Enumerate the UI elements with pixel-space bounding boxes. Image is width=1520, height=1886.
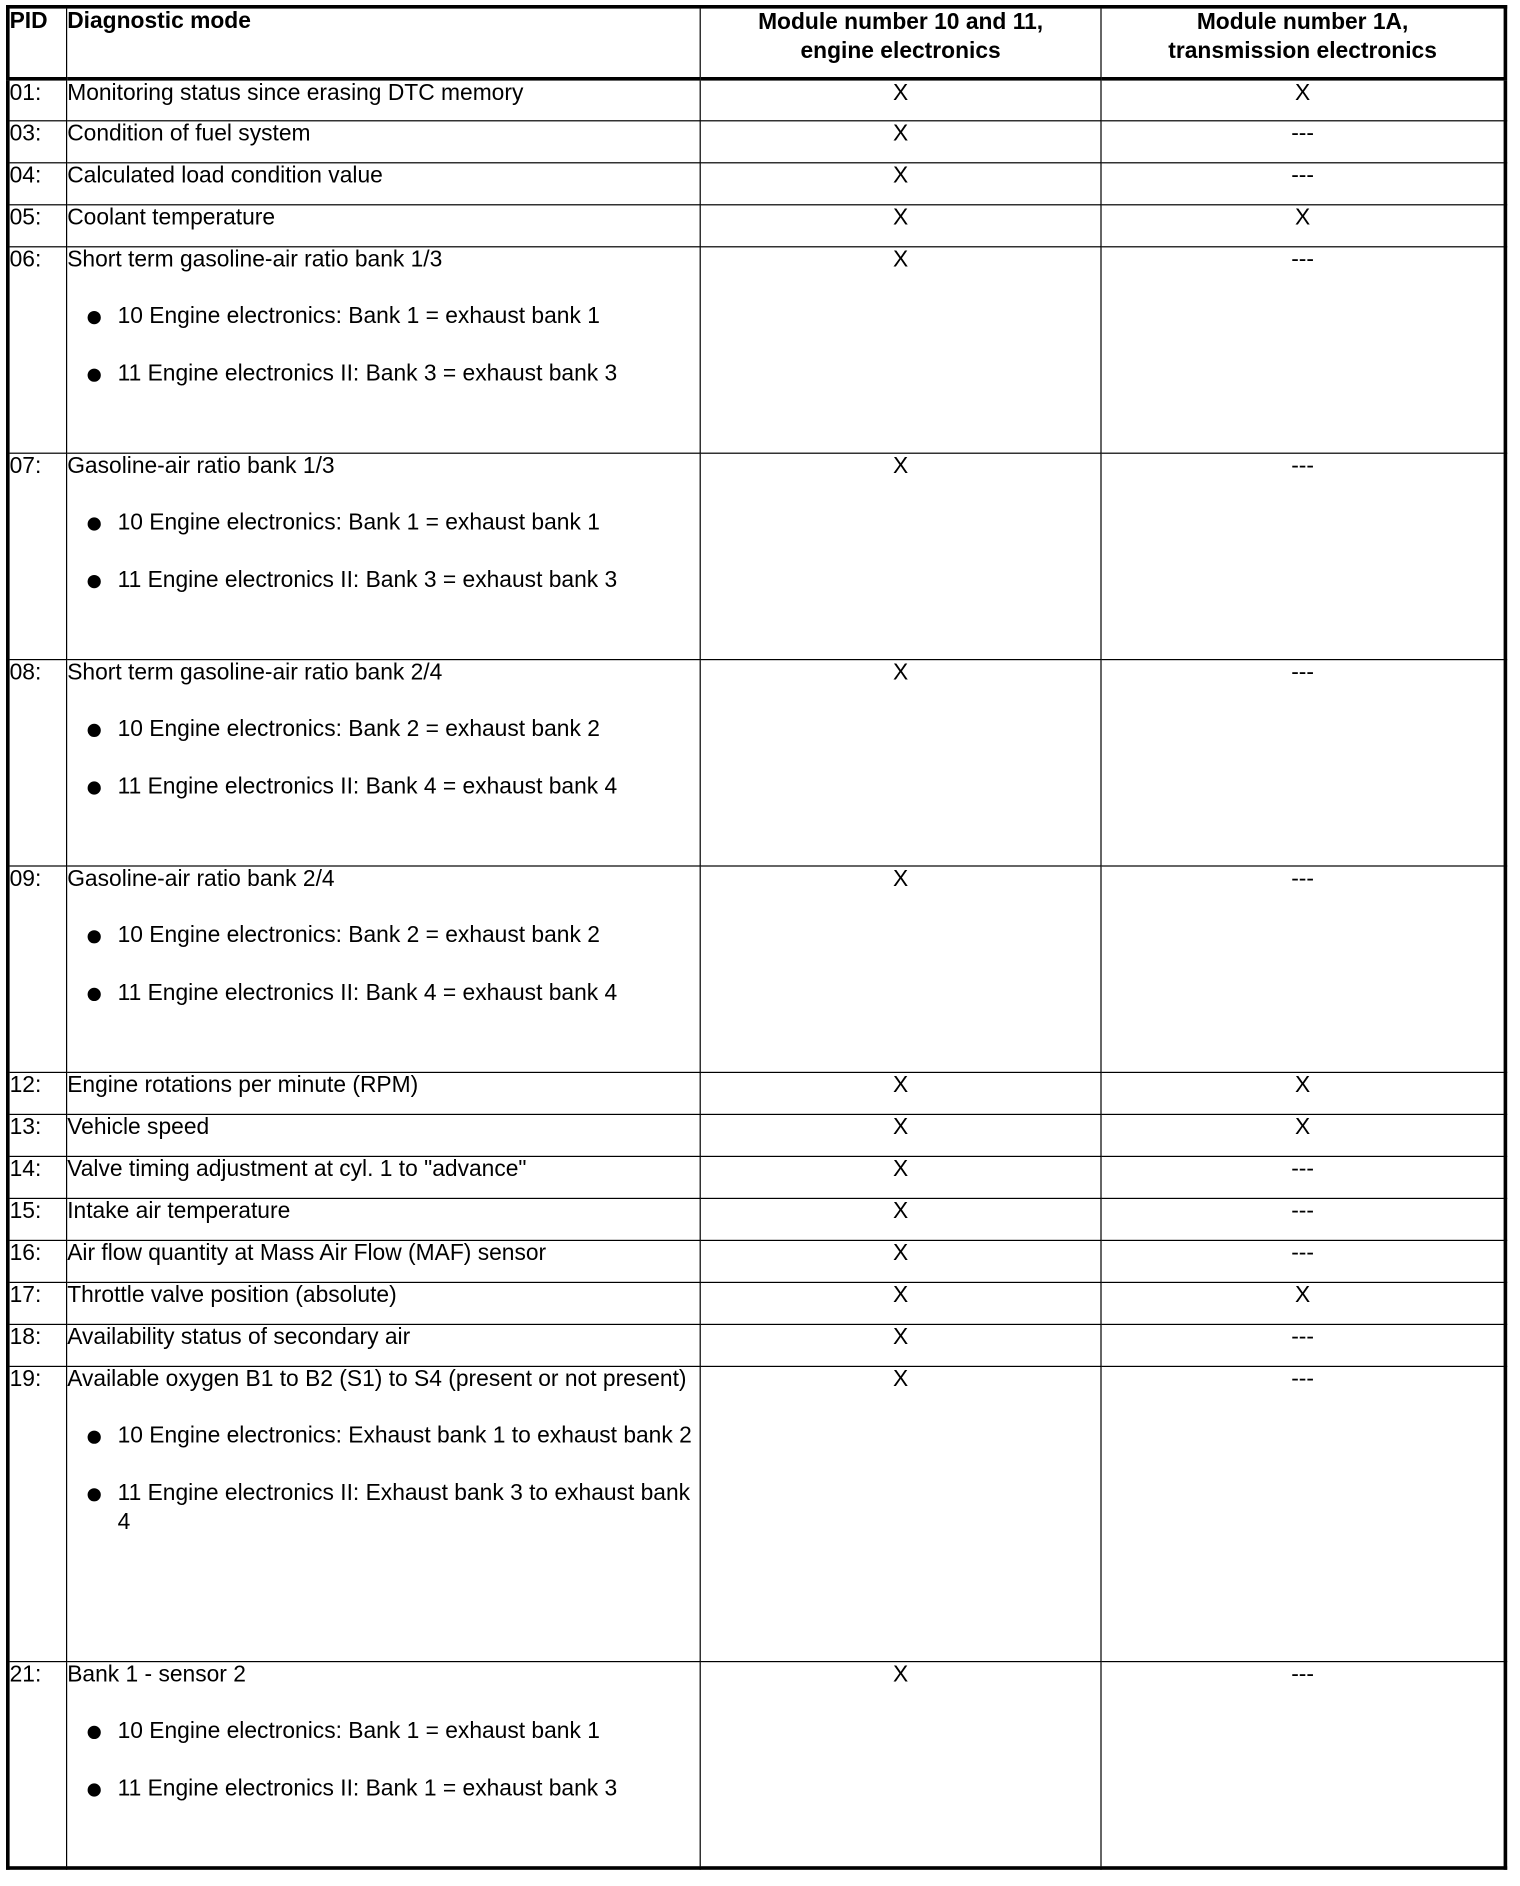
pid-cell: 13: [8, 1114, 67, 1156]
module-bullet-item [67, 773, 699, 802]
engine-support-cell: X [700, 1156, 1101, 1198]
transmission-support-cell: --- [1101, 660, 1505, 866]
engine-support-cell: X [700, 453, 1101, 659]
pid-cell: 03: [8, 121, 67, 163]
transmission-support-cell: --- [1101, 1662, 1505, 1868]
pid-cell: 12: [8, 1072, 67, 1114]
bullet-dot-icon [88, 724, 101, 737]
module-bullet-text: 11 Engine electronics II: Exhaust bank 3 to exhaust bank 4 [117, 1481, 691, 1535]
module-bullet-text: 11 Engine electronics II: Bank 1 = exhaust bank 3 [117, 1776, 618, 1802]
diagnostic-mode-cell [67, 1072, 701, 1114]
module-bullet-text: 10 Engine electronics: Bank 2 = exhaust bank 2 [117, 923, 600, 949]
diagnostic-mode-title: Gasoline-air ratio bank 2/4 [67, 866, 335, 892]
table-row [8, 453, 1506, 659]
transmission-support-cell: --- [1101, 1156, 1505, 1198]
table-row [8, 163, 1506, 205]
bullet-dot-icon [88, 781, 101, 794]
pid-cell: 05: [8, 205, 67, 247]
transmission-support-cell: X [1101, 1282, 1505, 1324]
diagnostic-mode-cell [67, 121, 701, 163]
bullet-dot-icon [88, 369, 101, 382]
module-bullet-item [67, 303, 699, 332]
bullet-dot-icon [88, 1488, 101, 1501]
table-row [8, 1240, 1506, 1282]
table-row [8, 1282, 1506, 1324]
module-bullet-text: 11 Engine electronics II: Bank 3 = exhaust bank 3 [117, 361, 618, 387]
module-bullet-text: 10 Engine electronics: Exhaust bank 1 to exhaust bank 2 [117, 1423, 692, 1449]
table-row [8, 205, 1506, 247]
module-bullet-item [67, 1775, 699, 1804]
diagnostic-mode-title: Vehicle speed [67, 1115, 210, 1141]
module-bullet-list [67, 303, 699, 389]
transmission-support-cell: --- [1101, 247, 1505, 453]
transmission-support-cell: --- [1101, 866, 1505, 1072]
diagnostic-mode-cell [67, 1662, 701, 1868]
transmission-support-cell: --- [1101, 163, 1505, 205]
pid-table [6, 5, 1507, 1870]
bullet-dot-icon [88, 1431, 101, 1444]
engine-support-cell: X [700, 1324, 1101, 1366]
module-bullet-item [67, 1422, 699, 1451]
diagnostic-mode-cell [67, 660, 701, 866]
header-row [8, 7, 1506, 79]
table-row [8, 121, 1506, 163]
diagnostic-mode-cell [67, 1114, 701, 1156]
diagnostic-mode-title: Bank 1 - sensor 2 [67, 1662, 246, 1688]
table-row [8, 1072, 1506, 1114]
diagnostic-mode-title: Monitoring status since erasing DTC memory [67, 80, 524, 106]
transmission-support-cell: X [1101, 1072, 1505, 1114]
table-row [8, 1114, 1506, 1156]
bullet-dot-icon [88, 311, 101, 324]
module-bullet-list [67, 509, 699, 595]
module-bullet-item [67, 1717, 699, 1746]
diagnostic-mode-cell [67, 1240, 701, 1282]
header-diagnostic-mode: Diagnostic mode [67, 7, 701, 79]
table-row [8, 247, 1506, 453]
pid-cell: 08: [8, 660, 67, 866]
module-bullet-list [67, 1422, 699, 1537]
module-bullet-item [67, 979, 699, 1008]
engine-support-cell: X [700, 1114, 1101, 1156]
transmission-support-cell: --- [1101, 121, 1505, 163]
diagnostic-mode-title: Valve timing adjustment at cyl. 1 to "advance" [67, 1157, 527, 1183]
pid-cell: 21: [8, 1662, 67, 1868]
engine-support-cell: X [700, 1240, 1101, 1282]
diagnostic-mode-title: Air flow quantity at Mass Air Flow (MAF) sensor [67, 1241, 547, 1267]
pid-cell: 06: [8, 247, 67, 453]
pid-cell: 07: [8, 453, 67, 659]
diagnostic-mode-cell [67, 205, 701, 247]
bullet-dot-icon [88, 930, 101, 943]
pid-document [6, 5, 1504, 1870]
table-row [8, 79, 1506, 121]
engine-support-cell: X [700, 1198, 1101, 1240]
diagnostic-mode-cell [67, 453, 701, 659]
engine-support-cell: X [700, 1366, 1101, 1661]
diagnostic-mode-title: Gasoline-air ratio bank 1/3 [67, 453, 335, 480]
module-bullet-item [67, 715, 699, 744]
diagnostic-mode-cell [67, 1324, 701, 1366]
pid-cell: 01: [8, 79, 67, 121]
header-transmission-module-label: Module number 1A, transmission electronics [1168, 9, 1437, 64]
diagnostic-mode-cell [67, 1156, 701, 1198]
pid-cell: 14: [8, 1156, 67, 1198]
engine-support-cell: X [700, 1072, 1101, 1114]
module-bullet-text: 11 Engine electronics II: Bank 4 = exhaust bank 4 [117, 980, 618, 1006]
module-bullet-item [67, 509, 699, 538]
diagnostic-mode-title: Available oxygen B1 to B2 (S1) to S4 (present or not present) [67, 1367, 687, 1393]
table-row [8, 1324, 1506, 1366]
diagnostic-mode-cell [67, 1198, 701, 1240]
diagnostic-mode-cell [67, 1282, 701, 1324]
pid-cell: 17: [8, 1282, 67, 1324]
pid-cell: 09: [8, 866, 67, 1072]
diagnostic-mode-cell [67, 79, 701, 121]
module-bullet-item [67, 1480, 699, 1538]
header-transmission-module [1101, 7, 1505, 79]
bullet-dot-icon [88, 988, 101, 1001]
pid-cell: 16: [8, 1240, 67, 1282]
diagnostic-mode-title: Throttle valve position (absolute) [67, 1283, 397, 1309]
diagnostic-mode-title: Intake air temperature [67, 1199, 291, 1225]
engine-support-cell: X [700, 79, 1101, 121]
diagnostic-mode-cell [67, 866, 701, 1072]
diagnostic-mode-title: Calculated load condition value [67, 163, 383, 189]
pid-cell: 04: [8, 163, 67, 205]
diagnostic-mode-title: Coolant temperature [67, 205, 276, 231]
engine-support-cell: X [700, 866, 1101, 1072]
module-bullet-text: 10 Engine electronics: Bank 1 = exhaust bank 1 [117, 510, 600, 536]
transmission-support-cell: --- [1101, 1198, 1505, 1240]
table-row [8, 660, 1506, 866]
table-row [8, 866, 1506, 1072]
module-bullet-item [67, 922, 699, 951]
table-row [8, 1662, 1506, 1868]
header-pid: PID [8, 7, 67, 79]
transmission-support-cell: X [1101, 1114, 1505, 1156]
diagnostic-mode-cell [67, 247, 701, 453]
module-bullet-item [67, 360, 699, 389]
engine-support-cell: X [700, 247, 1101, 453]
module-bullet-text: 10 Engine electronics: Bank 1 = exhaust bank 1 [117, 303, 600, 329]
diagnostic-mode-cell [67, 163, 701, 205]
transmission-support-cell: --- [1101, 1324, 1505, 1366]
table-row [8, 1198, 1506, 1240]
transmission-support-cell: X [1101, 205, 1505, 247]
module-bullet-list [67, 1717, 699, 1803]
diagnostic-mode-title: Short term gasoline-air ratio bank 1/3 [67, 247, 443, 273]
engine-support-cell: X [700, 660, 1101, 866]
header-engine-module [700, 7, 1101, 79]
table-row [8, 1366, 1506, 1661]
transmission-support-cell: --- [1101, 453, 1505, 659]
module-bullet-text: 10 Engine electronics: Bank 1 = exhaust bank 1 [117, 1718, 600, 1744]
engine-support-cell: X [700, 1662, 1101, 1868]
module-bullet-text: 11 Engine electronics II: Bank 3 = exhaust bank 3 [117, 567, 618, 593]
module-bullet-list [67, 715, 699, 801]
diagnostic-mode-title: Short term gasoline-air ratio bank 2/4 [67, 660, 443, 686]
diagnostic-mode-cell [67, 1366, 701, 1661]
engine-support-cell: X [700, 163, 1101, 205]
table-body [8, 79, 1506, 1868]
header-engine-module-label: Module number 10 and 11, engine electronics [758, 9, 1044, 64]
transmission-support-cell: X [1101, 79, 1505, 121]
bullet-dot-icon [88, 1783, 101, 1796]
engine-support-cell: X [700, 121, 1101, 163]
diagnostic-mode-title: Condition of fuel system [67, 121, 311, 147]
module-bullet-text: 10 Engine electronics: Bank 2 = exhaust bank 2 [117, 716, 600, 742]
diagnostic-mode-title: Engine rotations per minute (RPM) [67, 1073, 419, 1099]
bullet-dot-icon [88, 1726, 101, 1739]
bullet-dot-icon [88, 575, 101, 588]
module-bullet-text: 11 Engine electronics II: Bank 4 = exhaust bank 4 [117, 774, 618, 800]
module-bullet-list [67, 922, 699, 1008]
table-row [8, 1156, 1506, 1198]
engine-support-cell: X [700, 205, 1101, 247]
transmission-support-cell: --- [1101, 1366, 1505, 1661]
pid-cell: 18: [8, 1324, 67, 1366]
engine-support-cell: X [700, 1282, 1101, 1324]
pid-cell: 15: [8, 1198, 67, 1240]
module-bullet-item [67, 567, 699, 596]
pid-cell: 19: [8, 1366, 67, 1661]
bullet-dot-icon [88, 517, 101, 530]
diagnostic-mode-title: Availability status of secondary air [67, 1325, 411, 1351]
transmission-support-cell: --- [1101, 1240, 1505, 1282]
